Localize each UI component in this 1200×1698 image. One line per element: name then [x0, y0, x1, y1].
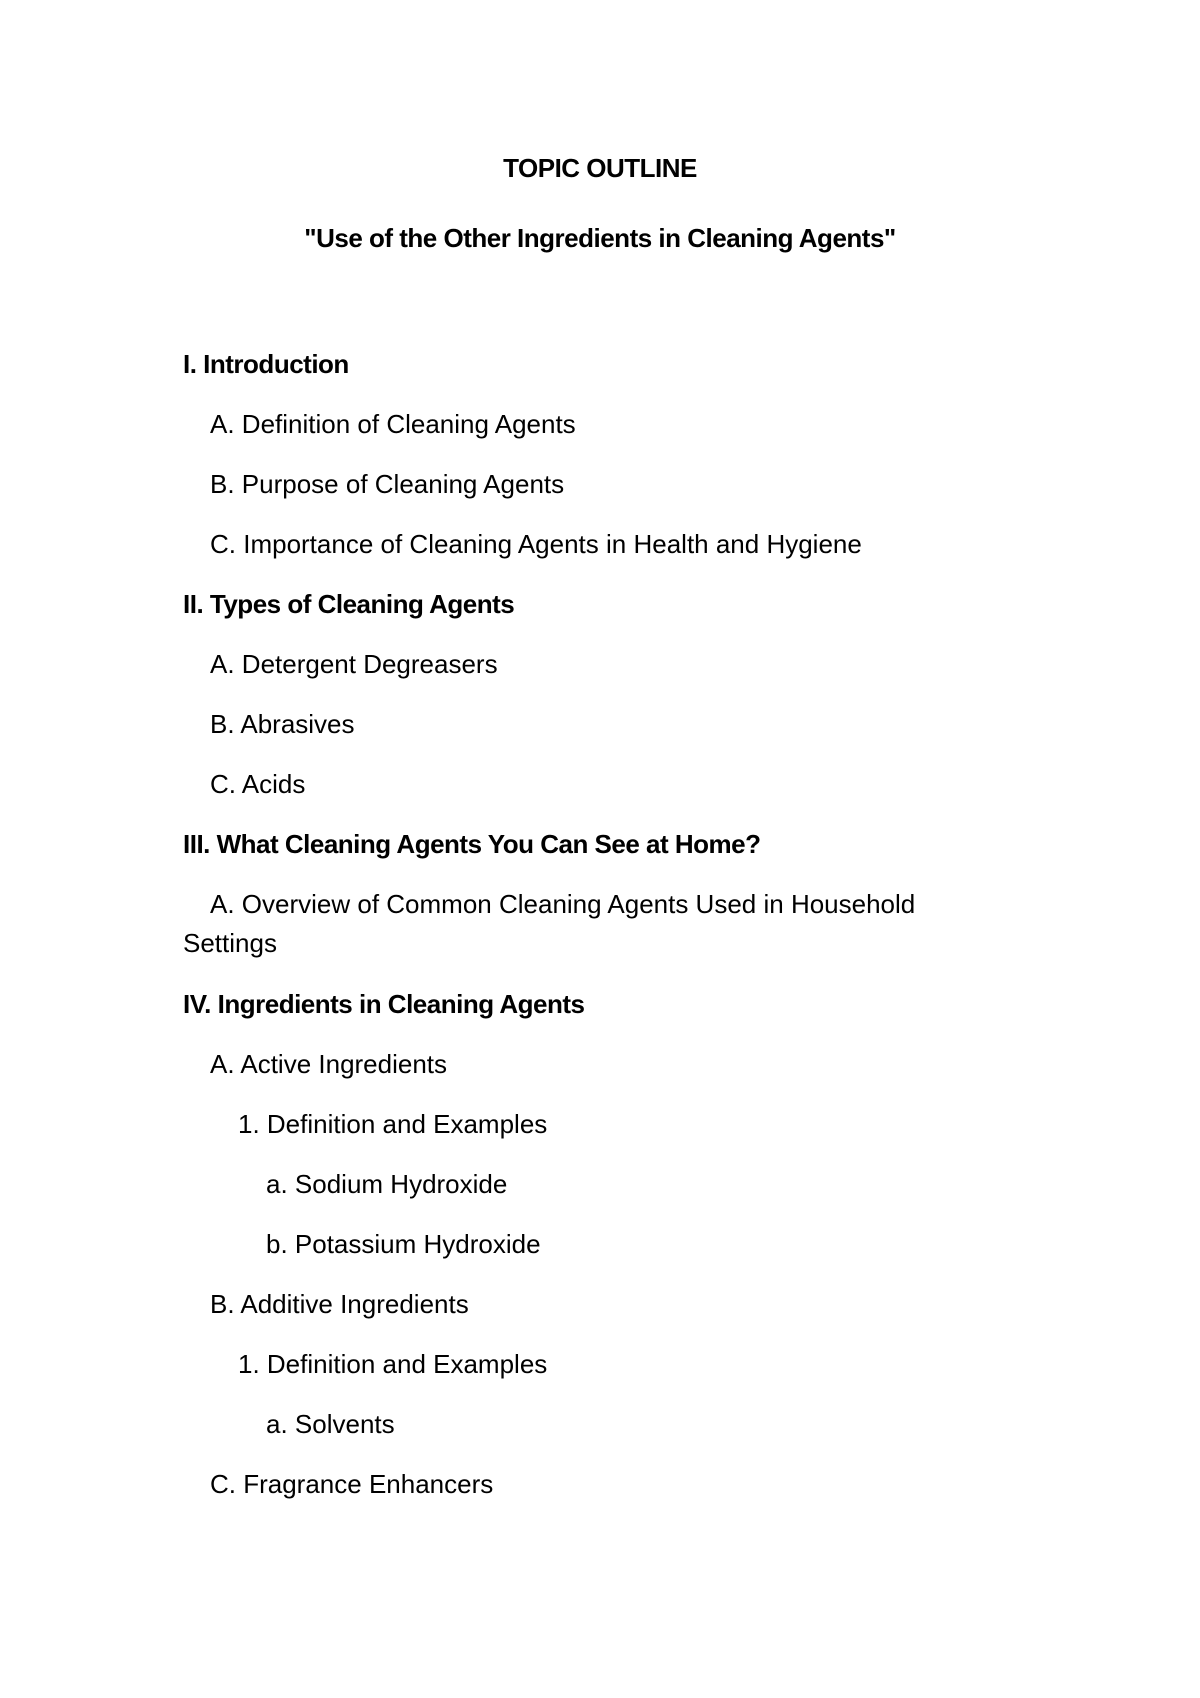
- outline-subitem: 1. Definition and Examples: [238, 1349, 548, 1379]
- outline-item: C. Fragrance Enhancers: [210, 1469, 494, 1499]
- outline-item: C. Importance of Cleaning Agents in Health and Hygiene: [210, 529, 862, 559]
- outline-subitem: 1. Definition and Examples: [238, 1109, 548, 1139]
- section-heading: III. What Cleaning Agents You Can See at Home?: [183, 829, 761, 859]
- document-subtitle: "Use of the Other Ingredients in Cleaning Agents": [304, 223, 896, 253]
- document-title: TOPIC OUTLINE: [503, 153, 697, 183]
- outline-item: A. Active Ingredients: [210, 1049, 448, 1079]
- section-heading: II. Types of Cleaning Agents: [183, 589, 515, 619]
- outline-item: A. Detergent Degreasers: [210, 649, 498, 679]
- outline-subsubitem: a. Solvents: [266, 1409, 395, 1439]
- outline-item: C. Acids: [210, 769, 306, 799]
- section-heading: I. Introduction: [183, 349, 349, 379]
- outline-item: A. Definition of Cleaning Agents: [210, 409, 576, 439]
- outline-item: B. Additive Ingredients: [210, 1289, 469, 1319]
- outline-item: A. Overview of Common Cleaning Agents Used in Household Settings: [183, 889, 916, 958]
- outline-subsubitem: b. Potassium Hydroxide: [266, 1229, 541, 1259]
- section-heading: IV. Ingredients in Cleaning Agents: [183, 989, 585, 1019]
- outline-subsubitem: a. Sodium Hydroxide: [266, 1169, 508, 1199]
- outline-item: B. Abrasives: [210, 709, 355, 739]
- outline-item: B. Purpose of Cleaning Agents: [210, 469, 565, 499]
